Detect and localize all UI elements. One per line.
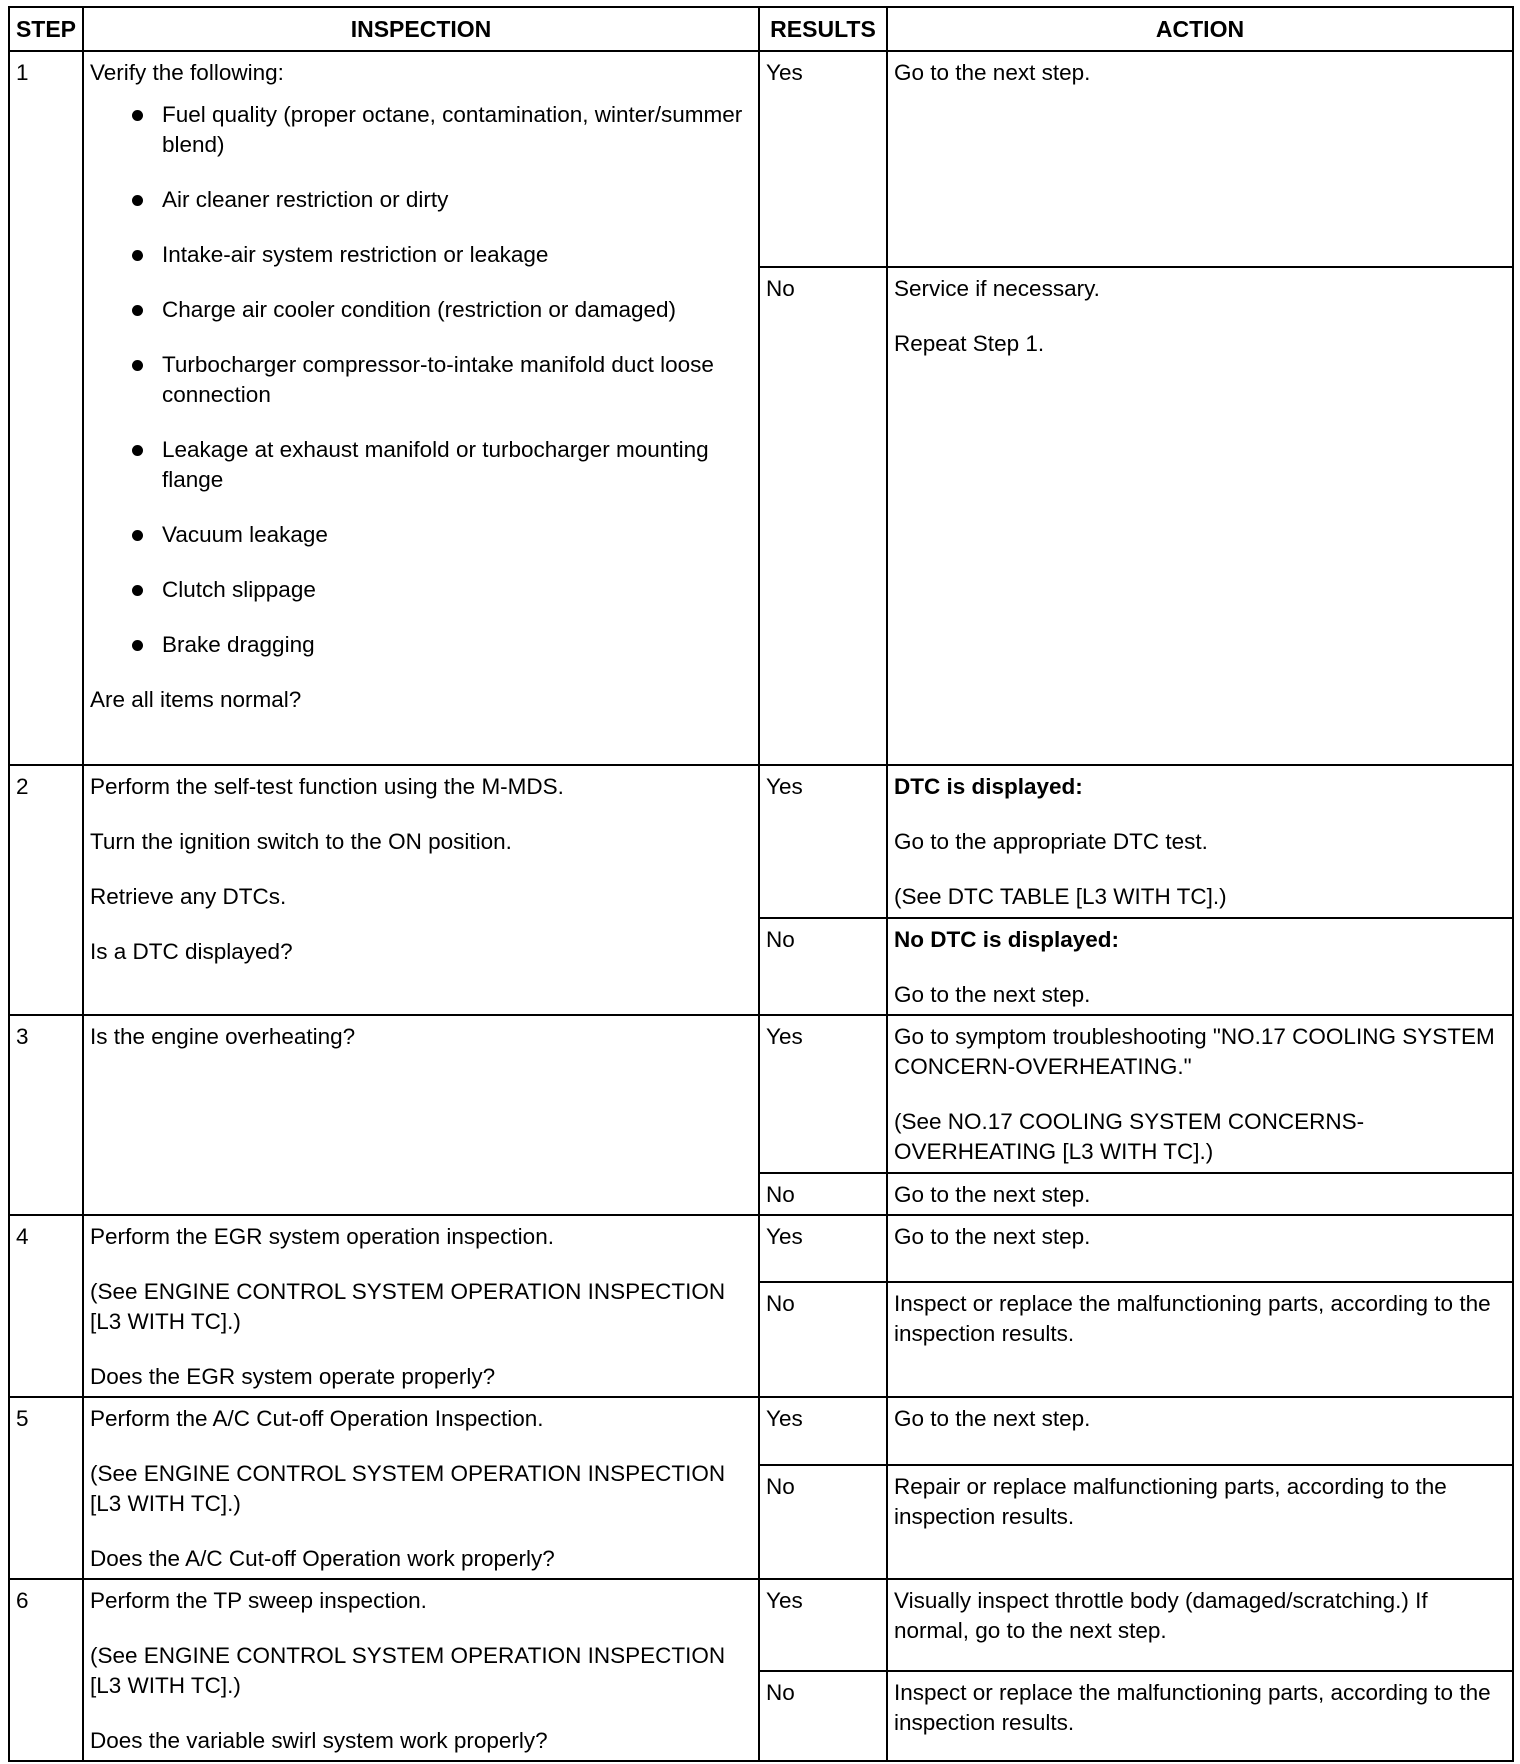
- inspection-text: Perform the EGR system operation inspection.: [90, 1224, 554, 1249]
- inspection-question: Is a DTC displayed?: [90, 939, 293, 964]
- step-3-yes-row: [9, 1015, 1513, 1173]
- inspection-question: Does the EGR system operate properly?: [90, 1364, 496, 1389]
- troubleshooting-table: [8, 6, 1514, 1762]
- inspection-checklist: [90, 100, 752, 660]
- action-text: Service if necessary.: [894, 276, 1100, 301]
- action-text: Inspect or replace the malfunctioning parts, according to the inspection results.: [894, 1680, 1491, 1735]
- header-inspection: INSPECTION: [83, 7, 759, 51]
- action-cell: [887, 1579, 1513, 1671]
- action-heading: DTC is displayed:: [894, 774, 1083, 799]
- step-number: 3: [9, 1015, 83, 1215]
- result-no: No: [759, 1282, 887, 1397]
- inspection-cell: [83, 1397, 759, 1579]
- header-step: STEP: [9, 7, 83, 51]
- step-number: 2: [9, 765, 83, 1015]
- result-yes: Yes: [759, 1015, 887, 1173]
- result-yes: Yes: [759, 1397, 887, 1465]
- checklist-item: Intake-air system restriction or leakage: [162, 240, 752, 270]
- checklist-item: Charge air cooler condition (restriction or damaged): [162, 295, 752, 325]
- step-number: 4: [9, 1215, 83, 1397]
- step-1-yes-row: [9, 51, 1513, 267]
- inspection-question: Is the engine overheating?: [90, 1024, 356, 1049]
- inspection-text: Turn the ignition switch to the ON position.: [90, 829, 512, 854]
- action-reference: (See DTC TABLE [L3 WITH TC].): [894, 884, 1227, 909]
- inspection-question: Does the variable swirl system work properly?: [90, 1728, 548, 1753]
- action-cell: [887, 1397, 1513, 1465]
- inspection-cell: [83, 1579, 759, 1761]
- checklist-item: Fuel quality (proper octane, contamination, winter/summer blend): [162, 100, 752, 160]
- action-text: Go to symptom troubleshooting "NO.17 COOLING SYSTEM CONCERN-OVERHEATING.": [894, 1024, 1495, 1079]
- result-yes: Yes: [759, 51, 887, 267]
- action-text: Visually inspect throttle body (damaged/scratching.) If normal, go to the next step.: [894, 1588, 1428, 1643]
- action-cell: [887, 1282, 1513, 1397]
- step-6-yes-row: [9, 1579, 1513, 1671]
- step-number: 5: [9, 1397, 83, 1579]
- step-4-yes-row: [9, 1215, 1513, 1282]
- action-text: Go to the next step.: [894, 1182, 1091, 1207]
- header-results: RESULTS: [759, 7, 887, 51]
- action-text: Go to the next step.: [894, 982, 1091, 1007]
- result-no: No: [759, 1173, 887, 1215]
- result-yes: Yes: [759, 765, 887, 918]
- action-cell: [887, 1465, 1513, 1579]
- action-cell: [887, 1671, 1513, 1761]
- action-heading: No DTC is displayed:: [894, 927, 1120, 952]
- action-cell: [887, 1173, 1513, 1215]
- inspection-text: Perform the self-test function using the M-MDS.: [90, 774, 564, 799]
- action-cell: [887, 51, 1513, 267]
- action-text: Repair or replace malfunctioning parts, according to the inspection results.: [894, 1474, 1447, 1529]
- checklist-item: Turbocharger compressor-to-intake manifold duct loose connection: [162, 350, 752, 410]
- inspection-cell: [83, 765, 759, 1015]
- action-cell: [887, 765, 1513, 918]
- result-no: No: [759, 267, 887, 765]
- inspection-text: Verify the following:: [90, 60, 284, 85]
- action-cell: [887, 918, 1513, 1015]
- action-text: Go to the next step.: [894, 60, 1091, 85]
- result-yes: Yes: [759, 1215, 887, 1282]
- action-cell: [887, 1215, 1513, 1282]
- inspection-text: Perform the A/C Cut-off Operation Inspection.: [90, 1406, 544, 1431]
- action-text: Go to the next step.: [894, 1406, 1091, 1431]
- step-2-yes-row: [9, 765, 1513, 918]
- inspection-cell: [83, 51, 759, 765]
- checklist-item: Vacuum leakage: [162, 520, 752, 550]
- result-yes: Yes: [759, 1579, 887, 1671]
- action-text: Repeat Step 1.: [894, 331, 1045, 356]
- header-action: ACTION: [887, 7, 1513, 51]
- step-number: 1: [9, 51, 83, 765]
- step-number: 6: [9, 1579, 83, 1761]
- result-no: No: [759, 1671, 887, 1761]
- inspection-question: Does the A/C Cut-off Operation work properly?: [90, 1546, 555, 1571]
- inspection-text: Perform the TP sweep inspection.: [90, 1588, 427, 1613]
- inspection-reference: (See ENGINE CONTROL SYSTEM OPERATION INSPECTION [L3 WITH TC].): [90, 1643, 726, 1698]
- inspection-cell: [83, 1015, 759, 1215]
- action-cell: [887, 1015, 1513, 1173]
- result-no: No: [759, 918, 887, 1015]
- checklist-item: Brake dragging: [162, 630, 752, 660]
- inspection-cell: [83, 1215, 759, 1397]
- checklist-item: Clutch slippage: [162, 575, 752, 605]
- inspection-reference: (See ENGINE CONTROL SYSTEM OPERATION INSPECTION [L3 WITH TC].): [90, 1461, 726, 1516]
- checklist-item: Air cleaner restriction or dirty: [162, 185, 752, 215]
- checklist-item: Leakage at exhaust manifold or turbocharger mounting flange: [162, 435, 752, 495]
- action-text: Go to the appropriate DTC test.: [894, 829, 1208, 854]
- header-row: [9, 7, 1513, 51]
- inspection-text: Retrieve any DTCs.: [90, 884, 287, 909]
- action-reference: (See NO.17 COOLING SYSTEM CONCERNS-OVERHEATING [L3 WITH TC].): [894, 1109, 1365, 1164]
- action-text: Inspect or replace the malfunctioning parts, according to the inspection results.: [894, 1291, 1491, 1346]
- step-5-yes-row: [9, 1397, 1513, 1465]
- action-text: Go to the next step.: [894, 1224, 1091, 1249]
- inspection-question: Are all items normal?: [90, 687, 302, 712]
- inspection-reference: (See ENGINE CONTROL SYSTEM OPERATION INSPECTION [L3 WITH TC].): [90, 1279, 726, 1334]
- result-no: No: [759, 1465, 887, 1579]
- action-cell: [887, 267, 1513, 765]
